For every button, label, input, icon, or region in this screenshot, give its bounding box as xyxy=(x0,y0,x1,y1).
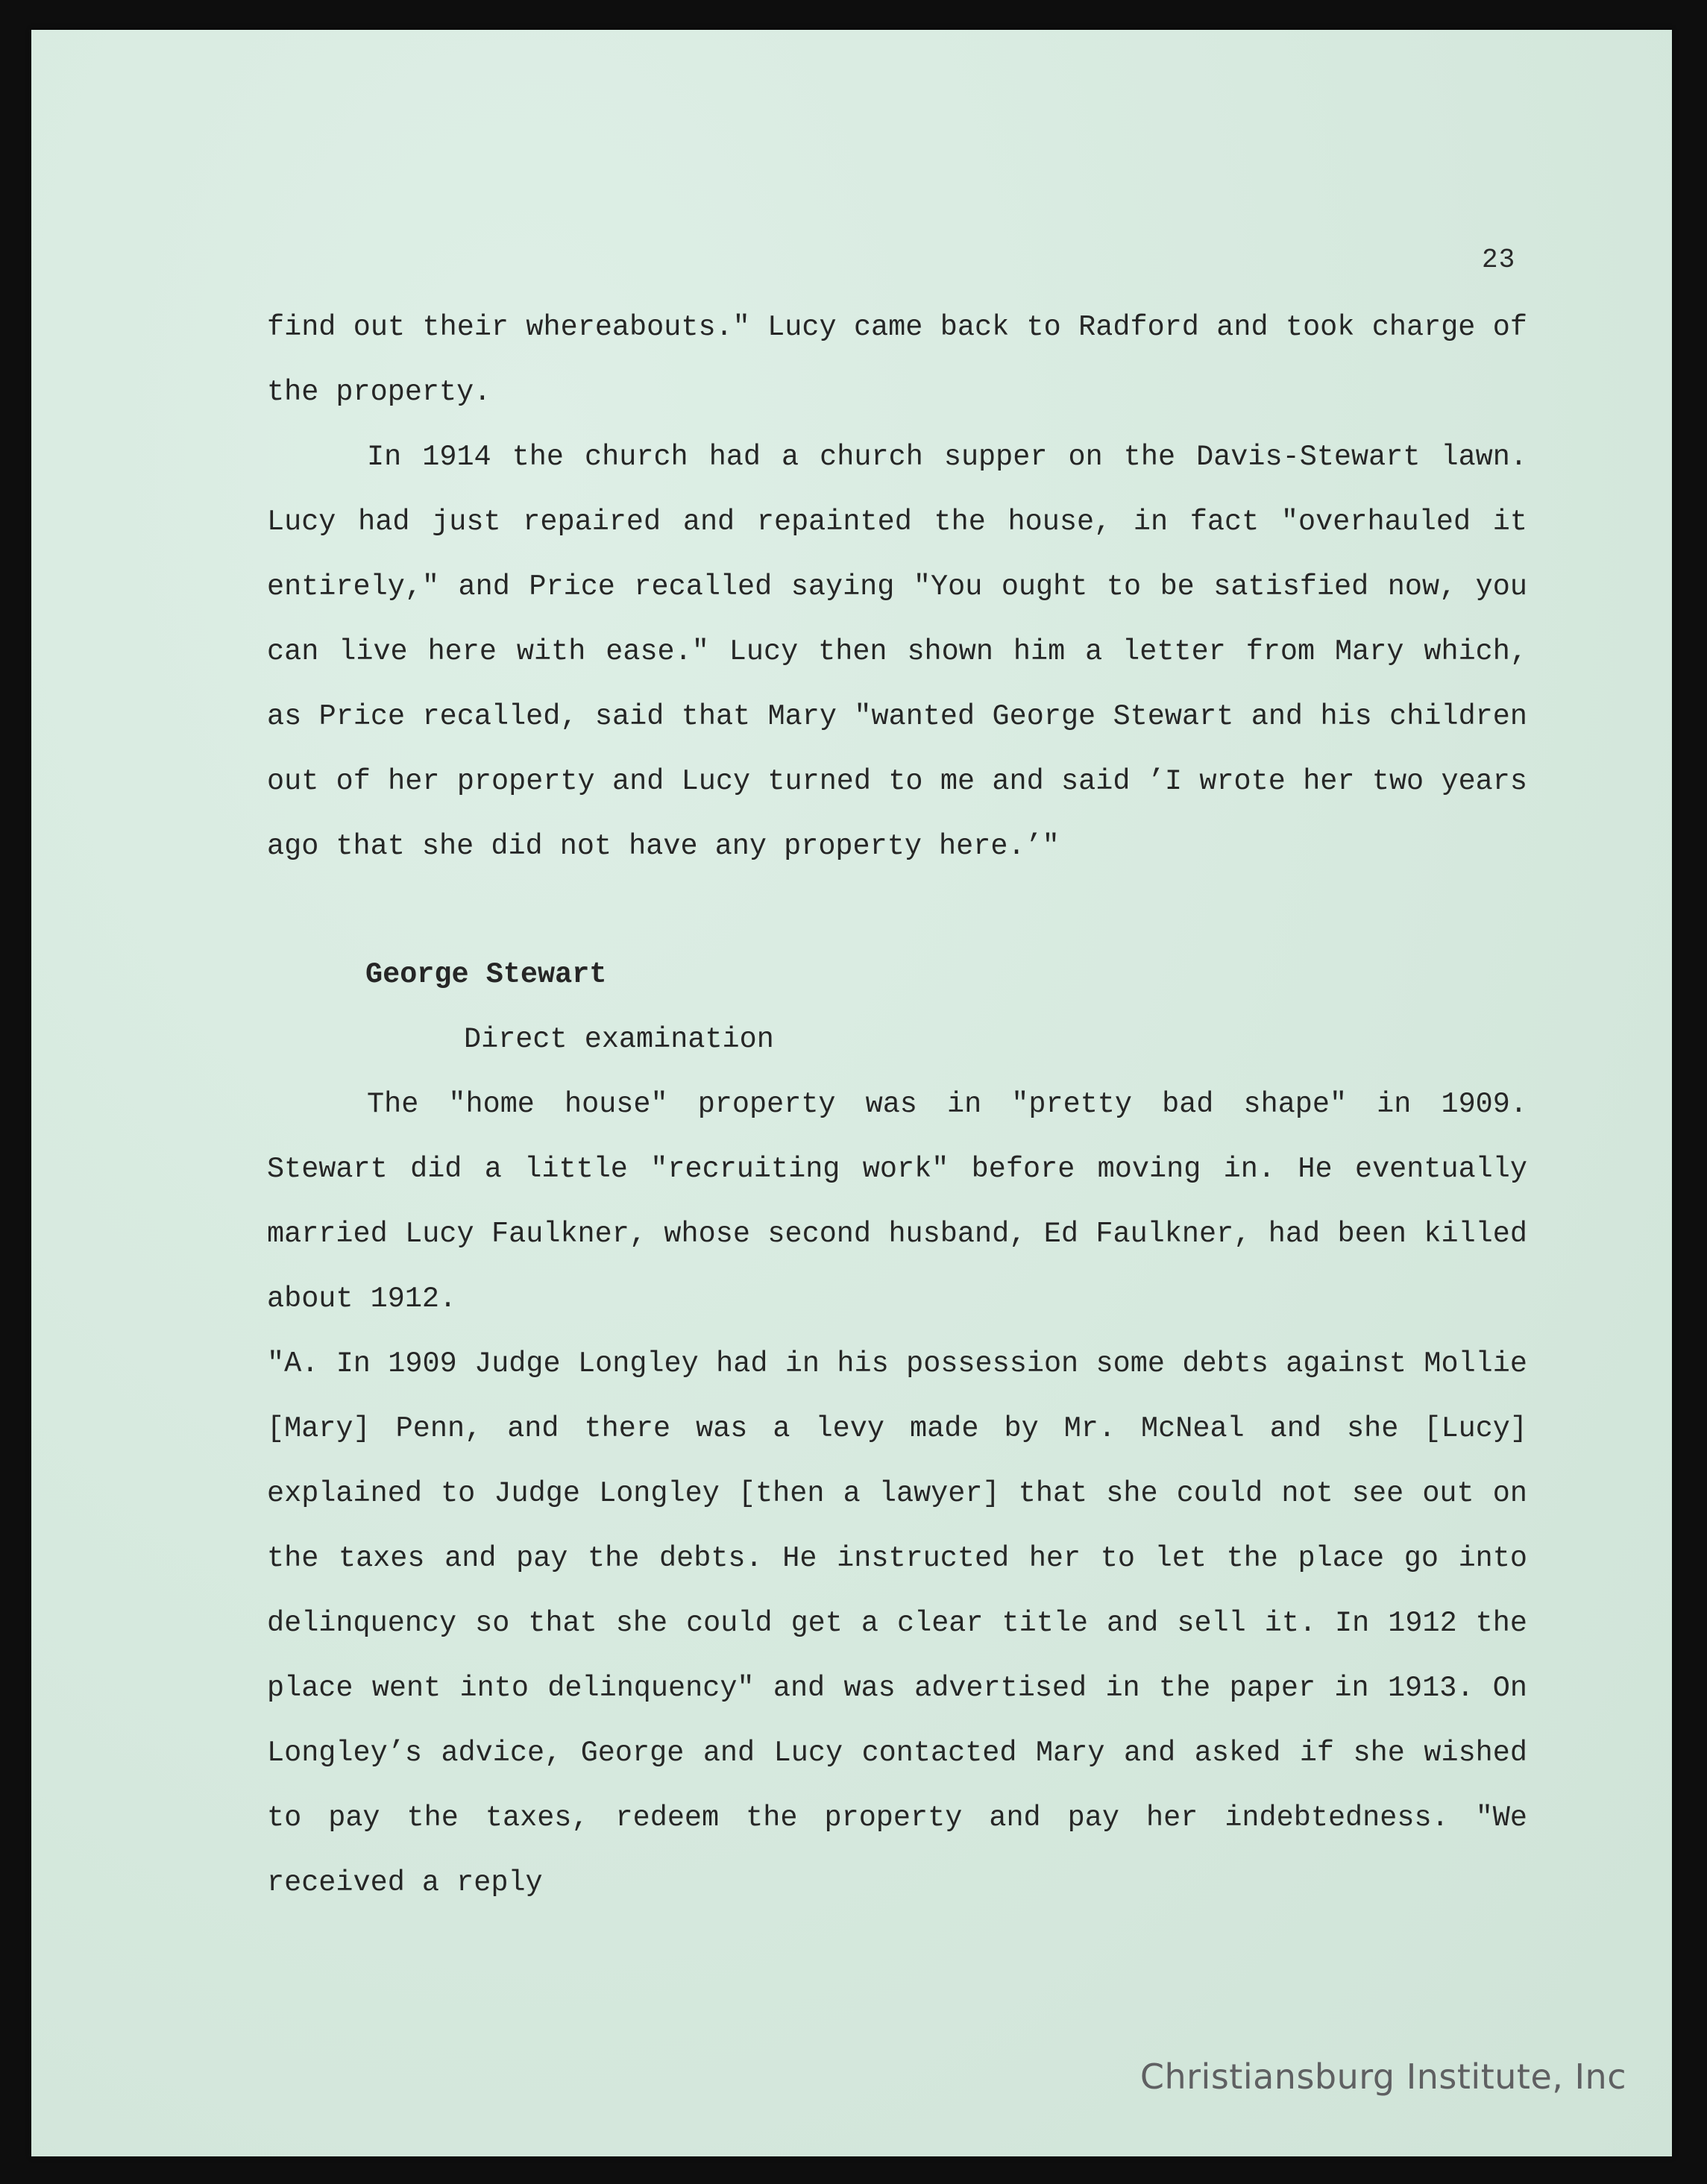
paragraph-church-supper: In 1914 the church had a church supper on the Davis-Stewart lawn. Lucy had just repaired and repainted the house, in fact "overhauled it entirely," and Price recalled saying "You ought to be satisfied now, you can live here with ease." Lucy then shown him a letter from Mary which, as Price recalled, said that Mary "wanted George Stewart and his children out of her property and Lucy turned to me and said ’I wrote her two years ago that she did not have any property here.’" xyxy=(267,441,1527,863)
paragraph-home-house: The "home house" property was in "pretty bad shape" in 1909. Stewart did a little "recruiting work" before moving in. He eventually married Lucy Faulkner, whose second husband, Ed Faulkner, had been killed about 1912. xyxy=(267,1088,1527,1315)
watermark-logo: Christiansburg Institute, Inc xyxy=(1139,2056,1626,2097)
section-heading: George Stewart xyxy=(365,958,607,991)
page-number: 23 xyxy=(1482,245,1516,275)
paragraph-continuation: find out their whereabouts." Lucy came back to Radford and took charge of the property. xyxy=(267,311,1527,409)
document-body xyxy=(267,295,1527,1916)
paragraph-testimony: "A. In 1909 Judge Longley had in his possession some debts against Mollie [Mary] Penn, and there was a levy made by Mr. McNeal and she [Lucy] explained to Judge Longley [then a lawyer] that she could not see out on the taxes and pay the debts. He instructed her to let the place go into delinquency so that she could get a clear title and sell it. In 1912 the place went into delinquency" and was advertised in the paper in 1913. On Longley’s advice, George and Lucy contacted Mary and asked if she wished to pay the taxes, redeem the property and pay her indebtedness. "We received a reply xyxy=(267,1347,1527,1899)
section-subheading: Direct examination xyxy=(464,1023,774,1056)
document-page xyxy=(31,30,1672,2156)
section-spacer xyxy=(267,879,1527,942)
